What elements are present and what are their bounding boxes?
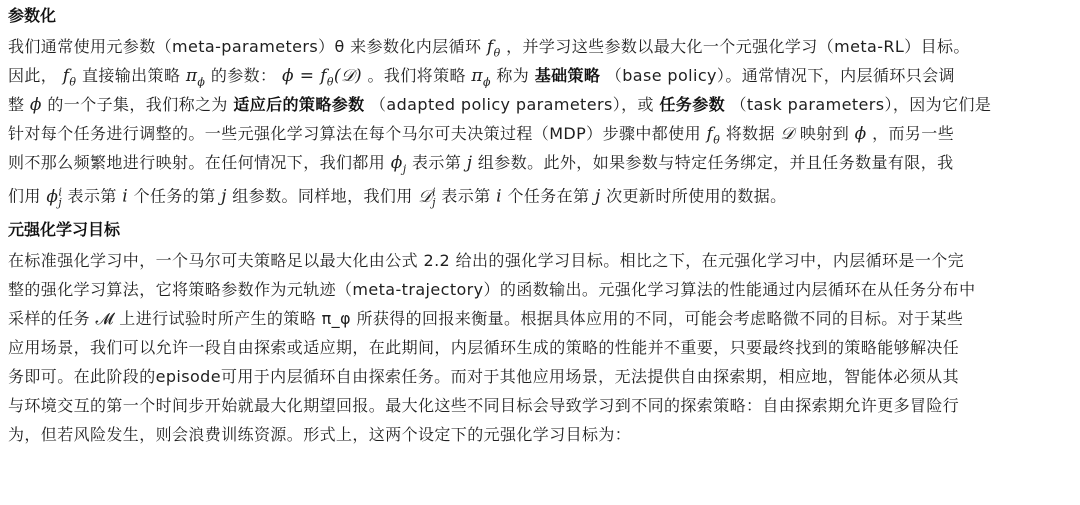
text-run: 因此，	[8, 66, 58, 85]
text-run: ，而另一些	[872, 124, 955, 143]
math-i: i	[122, 186, 129, 207]
paragraph-line: 与环境交互的第一个时间步开始就最大化期望回报。最大化这些不同目标会导致学习到不同的探索策略：自由探索期允许更多冒险行	[8, 396, 960, 415]
math-phi-j: $\phi_j$	[390, 153, 407, 176]
math-f-theta: $f_\theta$	[706, 124, 721, 147]
math-data-d: 𝒟	[780, 124, 795, 144]
text-run: 表示第	[412, 153, 462, 172]
math-j: j	[466, 153, 473, 173]
text-run: （task parameters），因为它们是	[730, 95, 992, 114]
text-run: （adapted policy parameters），或	[370, 95, 654, 114]
paragraph-line	[8, 148, 1072, 177]
paragraph-line	[8, 177, 1072, 210]
math-f-theta: $f_\theta$	[486, 37, 501, 60]
paragraph-line	[8, 90, 1072, 119]
text-run: 直接输出策略	[81, 66, 181, 85]
text-run: 称为	[496, 66, 530, 85]
text-run: 针对每个任务进行调整的。一些元强化学习算法在每个马尔可夫决策过程（MDP）步骤中都使用	[8, 124, 701, 143]
text-run: 的一个子集，我们称之为	[47, 95, 228, 114]
math-phi-i-j: $\phi^i_j$	[46, 185, 63, 210]
section-spacer	[8, 206, 1072, 218]
paragraph-line: 采样的任务 𝓜 上进行试验时所产生的策略 π_φ 所获得的回报来衡量。根据具体应用的不同，可能会考虑略微不同的目标。对于某些	[8, 309, 964, 328]
paragraph-line	[8, 119, 1072, 148]
text-run: 则不那么频繁地进行映射。在任何情况下，我们都用	[8, 153, 386, 172]
text-run: （base policy）。通常情况下，内层循环只会调	[605, 66, 955, 85]
paragraph-line: 整的强化学习算法，它将策略参数作为元轨迹（meta-trajectory）的函数输出。元强化学习算法的性能通过内层循环在从任务分布中	[8, 280, 976, 299]
text-run: 表示第	[67, 186, 117, 206]
math-pi-phi: $\pi_\phi$	[471, 66, 491, 89]
text-run: 个任务的第	[133, 186, 216, 206]
math-phi: ϕ	[29, 95, 42, 115]
math-phi-equals-f-theta-d: $\phi = f_\theta(𝒟)$	[281, 66, 362, 89]
text-run: 将数据	[725, 124, 775, 143]
text-run: 的参数：	[210, 66, 277, 85]
term-task-parameters: 任务参数	[659, 95, 725, 114]
section-heading-meta-rl-objective: 元强化学习目标	[8, 220, 121, 239]
section-heading-parameterization: 参数化	[8, 6, 57, 25]
math-pi-phi: $\pi_\phi$	[185, 66, 206, 89]
text-run: 整	[8, 95, 25, 114]
paragraph-meta-rl-objective	[8, 246, 1072, 449]
paragraph-line: 务即可。在此阶段的episode可用于内层循环自由探索任务。而对于其他应用场景，无法提供自由探索期，相应地，智能体必须从其	[8, 367, 959, 386]
text-run: 个任务在第	[507, 186, 590, 206]
math-j: j	[221, 186, 227, 207]
text-run: ，并学习这些参数以最大化一个元强化学习（meta-RL）目标。	[506, 37, 970, 56]
term-adapted-policy-parameters: 适应后的策略参数	[233, 95, 365, 114]
paragraph-line	[8, 61, 1072, 90]
text-run: 。我们将策略	[367, 66, 466, 85]
text-run: 组参数。同样地，我们用	[232, 186, 413, 206]
math-j: j	[594, 186, 601, 207]
math-i: i	[496, 186, 502, 207]
term-base-policy: 基础策略	[534, 66, 601, 85]
text-run: 们用	[8, 186, 41, 206]
paragraph-line: 在标准强化学习中，一个马尔可夫策略足以最大化由公式 2.2 给出的强化学习目标。相比之下，在元强化学习中，内层循环是一个完	[8, 251, 965, 270]
text-run: 表示第	[441, 186, 491, 206]
math-phi: ϕ	[854, 124, 867, 144]
paragraph-line: 为，但若风险发生，则会浪费训练资源。形式上，这两个设定下的元强化学习目标为：	[8, 425, 632, 444]
paragraph-line	[8, 32, 1072, 61]
text-run: 组参数。此外，如果参数与特定任务绑定，并且任务数量有限，我	[477, 153, 954, 172]
paragraph-line: 应用场景，我们可以允许一段自由探索或适应期，在此期间，内层循环生成的策略的性能并不重要，只要最终找到的策略能够解决任	[8, 338, 960, 357]
math-d-i-j: 𝒟$^i_j$	[418, 185, 437, 210]
text-run: 映射到	[799, 124, 850, 143]
text-run: 我们通常使用元参数（meta-parameters）θ 来参数化内层循环	[8, 37, 482, 56]
math-f-theta: $f_\theta$	[62, 66, 77, 89]
paragraph-parameterization	[8, 32, 1072, 210]
text-run: 次更新时所使用的数据。	[606, 186, 787, 206]
